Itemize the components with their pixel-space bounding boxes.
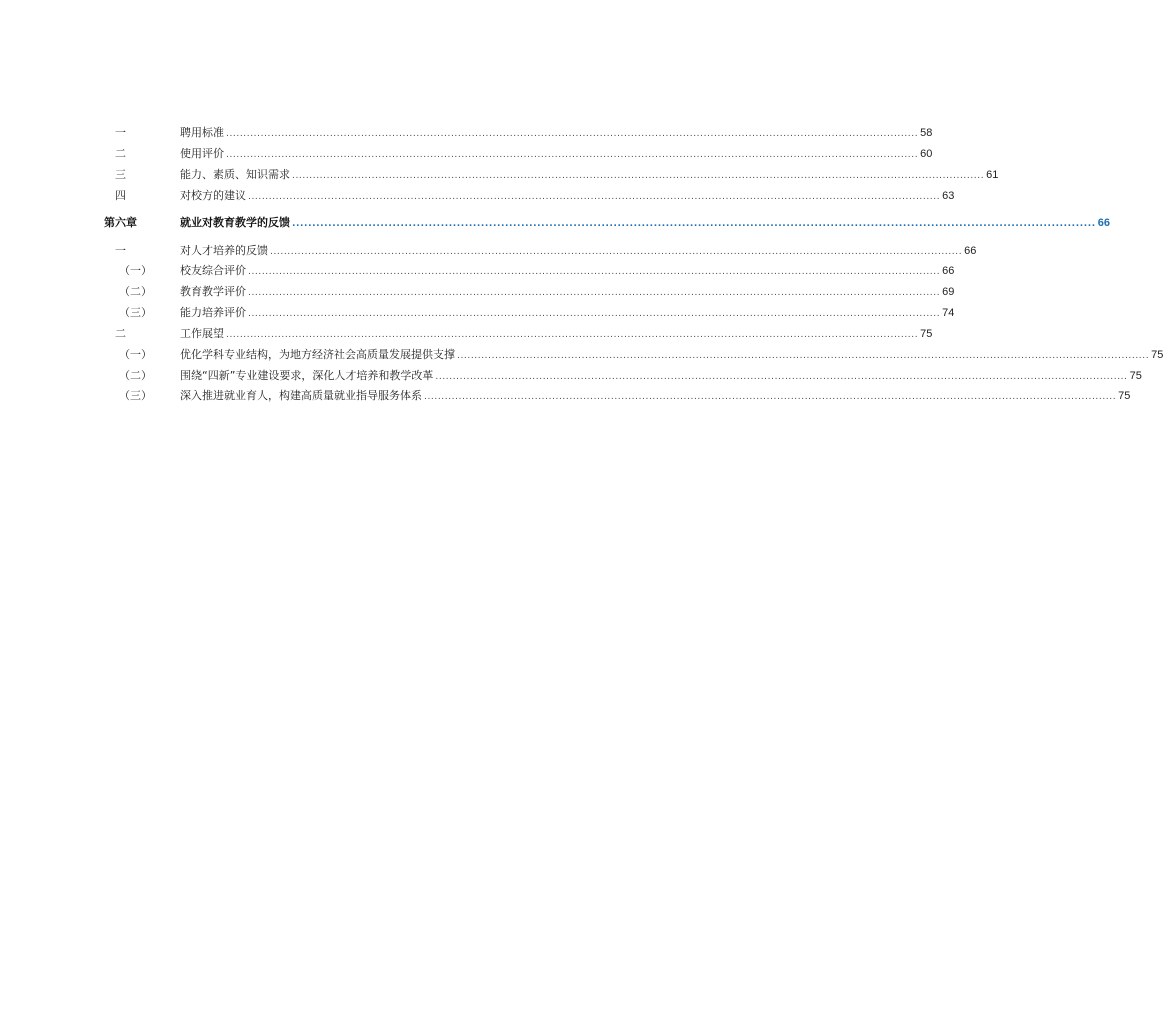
toc-entry-page: 63 (942, 190, 955, 202)
toc-entry-number: 二 (115, 147, 126, 160)
toc-entry[interactable] (0, 325, 933, 343)
toc-entry-page: 60 (920, 148, 933, 160)
toc-entry[interactable] (0, 304, 955, 322)
toc-entry-number: 一 (115, 126, 126, 139)
toc-entry-number: 四 (115, 189, 126, 202)
toc-entry-page: 66 (964, 245, 977, 257)
toc-entry-number: （二） (119, 369, 152, 382)
toc-entry-title: 使用评价 (180, 147, 224, 160)
toc-dot-leader: ........................................................................................................................................................................................................ (248, 288, 941, 298)
toc-entry-page: 75 (1129, 370, 1142, 382)
toc-entry-number: 一 (115, 244, 126, 257)
toc-entry-number: 二 (115, 327, 126, 340)
toc-dot-leader: ........................................................................................................................................................................................................ (226, 330, 919, 340)
toc-entry[interactable] (0, 187, 955, 205)
toc-entry-title: 优化学科专业结构，为地方经济社会高质量发展提供支撑 (180, 348, 455, 361)
toc-entry-title: 对人才培养的反馈 (180, 244, 268, 257)
toc-entry-number: （二） (119, 285, 152, 298)
toc-entry[interactable] (0, 387, 1131, 405)
toc-entry-page: 58 (920, 127, 933, 139)
toc-entry[interactable] (0, 346, 1163, 364)
toc-entry[interactable] (0, 145, 933, 163)
toc-entry[interactable] (0, 262, 955, 280)
toc-entry-number: （三） (119, 306, 152, 319)
toc-entry-title: 能力培养评价 (180, 306, 246, 319)
toc-entry-title: 对校方的建议 (180, 189, 246, 202)
toc-entry-number: （三） (119, 389, 152, 402)
toc-dot-leader: ........................................................................................................................................................................................................ (292, 219, 1096, 229)
toc-entry-page: 74 (942, 307, 955, 319)
toc-dot-leader: ........................................................................................................................................................................................................ (226, 129, 919, 139)
toc-entry[interactable] (0, 124, 933, 142)
toc-entry[interactable] (0, 367, 1142, 385)
toc-dot-leader: ........................................................................................................................................................................................................ (226, 150, 919, 160)
toc-entry-page: 69 (942, 286, 955, 298)
toc-entry-title: 围绕“四新”专业建设要求，深化人才培养和教学改革 (180, 369, 434, 382)
toc-chapter-page: 66 (1097, 217, 1111, 229)
toc-dot-leader: ........................................................................................................................................................................................................ (424, 392, 1117, 402)
toc-entry[interactable] (0, 242, 977, 260)
toc-dot-leader: ........................................................................................................................................................................................................ (248, 267, 941, 277)
toc-chapter-entry[interactable] (0, 214, 1111, 232)
toc-entry-number: 三 (115, 168, 126, 181)
toc-entry-number: （一） (119, 348, 152, 361)
toc-entry-title: 能力、素质、知识需求 (180, 168, 290, 181)
toc-chapter-number: 第六章 (104, 216, 137, 229)
toc-dot-leader: ........................................................................................................................................................................................................ (270, 247, 963, 257)
toc-entry-title: 聘用标准 (180, 126, 224, 139)
toc-entry-page: 66 (942, 265, 955, 277)
toc-entry-number: （一） (119, 264, 152, 277)
toc-entry-page: 75 (1151, 349, 1163, 361)
toc-dot-leader: ........................................................................................................................................................................................................ (435, 372, 1128, 382)
toc-entry-title: 深入推进就业育人，构建高质量就业指导服务体系 (180, 389, 422, 402)
toc-dot-leader: ........................................................................................................................................................................................................ (457, 351, 1150, 361)
toc-dot-leader: ........................................................................................................................................................................................................ (292, 171, 985, 181)
toc-entry-title: 校友综合评价 (180, 264, 246, 277)
toc-dot-leader: ........................................................................................................................................................................................................ (248, 309, 941, 319)
toc-entry[interactable] (0, 283, 955, 301)
toc-entry[interactable] (0, 166, 999, 184)
toc-entry-page: 75 (920, 328, 933, 340)
toc-dot-leader: ........................................................................................................................................................................................................ (248, 192, 941, 202)
toc-entry-title: 教育教学评价 (180, 285, 246, 298)
toc-entry-page: 61 (986, 169, 999, 181)
toc-chapter-title: 就业对教育教学的反馈 (180, 216, 290, 229)
toc-entry-page: 75 (1118, 390, 1131, 402)
toc-entry-title: 工作展望 (180, 327, 224, 340)
